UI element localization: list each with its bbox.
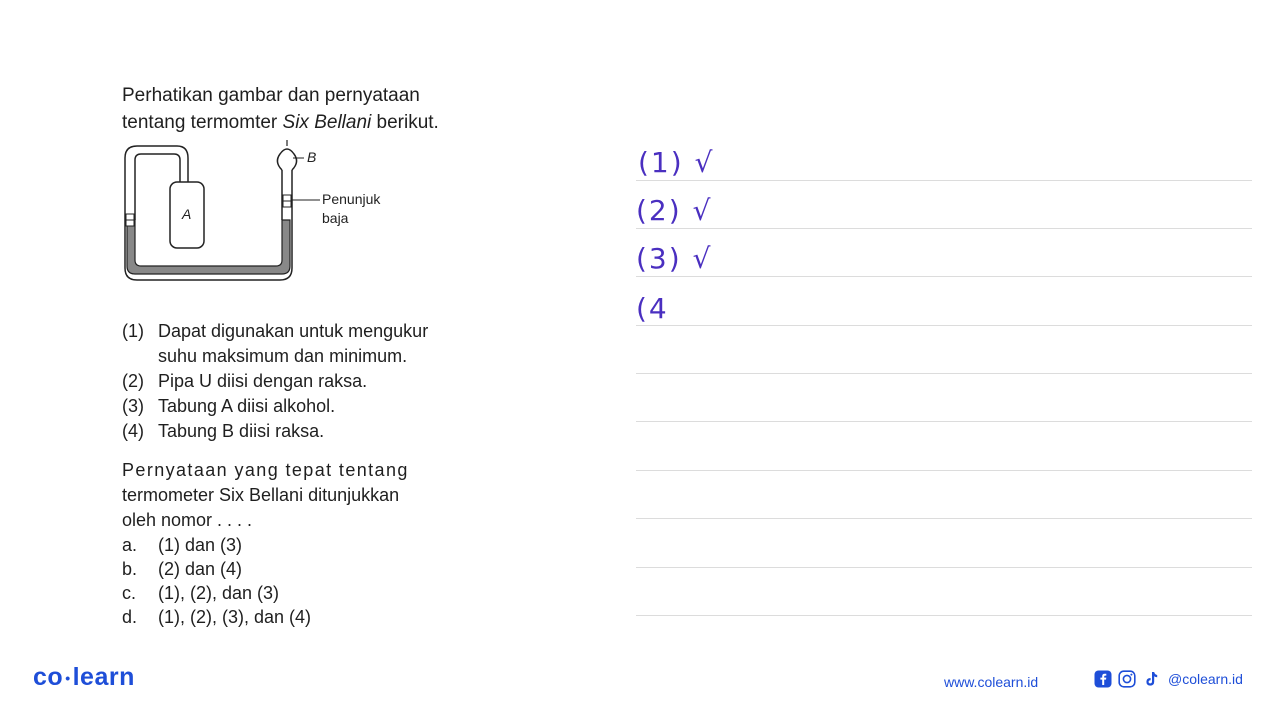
- thermometer-diagram: [122, 140, 457, 315]
- note-rule: [636, 276, 1252, 277]
- note-rule: [636, 180, 1252, 181]
- handwritten-note-4: (4: [636, 292, 669, 325]
- option-a[interactable]: a. (1) dan (3): [122, 535, 243, 555]
- label-tube-b: B: [307, 149, 317, 165]
- intro-line-1: Perhatikan gambar dan pernyataan: [122, 85, 420, 106]
- statement-item: (3) Tabung A diisi alkohol.: [122, 396, 336, 416]
- option-c[interactable]: c. (1), (2), dan (3): [122, 583, 280, 603]
- logo-dot-icon: •: [65, 670, 71, 687]
- handwritten-note-1: (1) √: [638, 146, 715, 179]
- intro-line-2: tentang termomter Six Bellani berikut.: [122, 112, 439, 133]
- statement-item: (1) Dapat digunakan untuk mengukur suhu maksimum dan minimum.: [122, 321, 429, 366]
- question-block: [122, 82, 457, 629]
- statement-item: (4) Tabung B diisi raksa.: [122, 421, 325, 441]
- note-rule: [636, 325, 1252, 326]
- facebook-icon[interactable]: [1094, 670, 1112, 688]
- social-links: [1094, 670, 1243, 688]
- note-rule: [636, 518, 1252, 519]
- tiktok-icon[interactable]: [1142, 670, 1160, 688]
- note-rule: [636, 615, 1252, 616]
- answer-options: [122, 533, 457, 629]
- note-rule: [636, 373, 1252, 374]
- statement-list: [122, 319, 457, 444]
- note-rule: [636, 228, 1252, 229]
- note-rule: [636, 470, 1252, 471]
- label-tube-a: A: [182, 206, 192, 222]
- website-link[interactable]: www.colearn.id: [944, 674, 1039, 690]
- prompt-line-3: oleh nomor . . . .: [122, 510, 253, 530]
- question-prompt: [122, 458, 454, 533]
- six-bellani-figure: [122, 140, 457, 315]
- option-b[interactable]: b. (2) dan (4): [122, 559, 243, 579]
- note-rule: [636, 421, 1252, 422]
- social-handle[interactable]: @colearn.id: [1168, 671, 1243, 687]
- label-pointer-1: Penunjuk: [322, 191, 381, 207]
- note-rule: [636, 567, 1252, 568]
- instagram-icon[interactable]: [1118, 670, 1136, 688]
- prompt-line-1: Pernyataan yang tepat tentang: [122, 460, 409, 480]
- colearn-logo: co •learn: [33, 663, 135, 691]
- statement-item: (2) Pipa U diisi dengan raksa.: [122, 371, 368, 391]
- handwritten-note-3: (3) √: [636, 242, 713, 275]
- footer: [0, 650, 1280, 710]
- handwritten-note-2: (2) √: [636, 194, 713, 227]
- question-intro: [122, 82, 457, 136]
- label-pointer-2: baja: [322, 210, 349, 226]
- option-d[interactable]: d. (1), (2), (3), dan (4): [122, 607, 312, 627]
- prompt-line-2: termometer Six Bellani ditunjukkan: [122, 485, 400, 505]
